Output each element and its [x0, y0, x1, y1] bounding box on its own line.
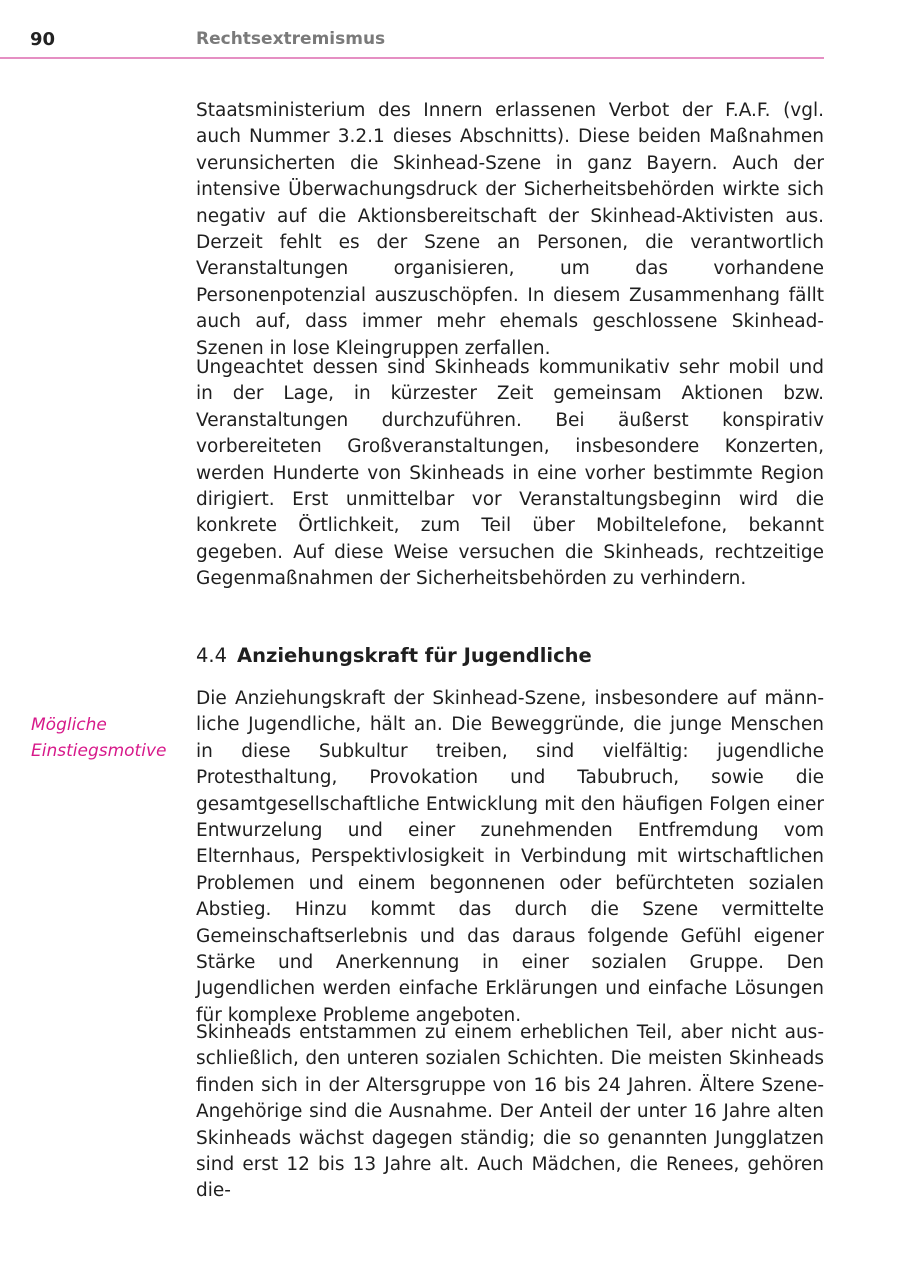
marginal-note: [31, 712, 181, 765]
running-title: Rechtsextremismus: [196, 29, 386, 49]
section-title: Anziehungskraft für Jugendliche: [237, 644, 592, 667]
body-paragraph: Skinheads entstammen zu einem erheblichen Teil, aber nicht ausschließlich, den unteren sozialen Schichten. Die meisten Skinheads finden sich in der Altersgruppe von 16 bis 24 Jahren. Ältere Szene-Angehörige sind die Ausnahme. Der Anteil der unter 16 Jahre alten Skinheads wächst dagegen ständig; die so genannten Jungglatzen sind erst 12 bis 13 Jahre alt. Auch Mädchen, die Renees, gehören die-: [196, 1022, 824, 1202]
section-number: 4.4: [196, 644, 228, 667]
page-number: 90: [30, 29, 56, 50]
section-heading: [196, 644, 592, 667]
marginal-note-line: Einstiegsmotive: [31, 741, 167, 762]
marginal-note-line: Mögliche: [31, 715, 107, 735]
body-paragraph: Staatsministerium des Innern erlassenen Verbot der F.A.F. (vgl. auch Nummer 3.2.1 dieses Abschnitts). Diese beiden Maßnahmen verunsicherten die Skinhead-Szene in ganz Bayern. Auch der intensive Überwachungsdruck der Sicherheitsbehörden wirkte sich negativ auf die Aktionsbereitschaft der Skinhead-Aktivisten aus. Derzeit fehlt es der Szene an Personen, die verantwortlich Veranstaltungen organisieren, um das vorhandene Personenpotenzial auszuschöpfen. In diesem Zusammenhang fällt auch auf, dass immer mehr ehemals geschlossene Skinhead-Szenen in lose Kleingruppen zerfallen.: [196, 100, 824, 359]
header-divider: [0, 57, 824, 59]
body-paragraph: Ungeachtet dessen sind Skinheads kommunikativ sehr mobil und in der Lage, in kürzester Zeit gemeinsam Aktionen bzw. Veranstaltungen durchzuführen. Bei äußerst konspirativ vorbereiteten Großveranstaltungen, insbesondere Konzerten, werden Hunderte von Skinheads in eine vorher bestimmte Region dirigiert. Erst unmittelbar vor Veranstaltungsbeginn wird die konkrete Örtlichkeit, zum Teil über Mobiltelefone, bekannt gegeben. Auf diese Weise versuchen die Skinheads, rechtzeitige Gegenmaßnahmen der Sicherheitsbehörden zu verhindern.: [196, 357, 824, 590]
body-paragraph: Die Anziehungskraft der Skinhead-Szene, insbesondere auf männliche Jugendliche, hält an. Die Beweggründe, die junge Menschen in diese Subkultur treiben, sind vielfältig: jugendliche Protesthaltung, Provokation und Tabubruch, sowie die gesamtgesellschaftliche Entwicklung mit den häufigen Folgen einer Entwurzelung und einer zunehmenden Entfremdung vom Elternhaus, Perspektivlosigkeit in Verbindung mit wirtschaftlichen Problemen und einem begonnenen oder befürchteten sozialen Abstieg. Hinzu kommt das durch die Szene vermittelte Gemeinschaftserlebnis und das daraus folgende Gefühl eigener Stärke und Anerkennung in einer sozialen Gruppe. Den Jugendlichen werden einfache Erklärungen und einfache Lösungen für komplexe Probleme angeboten.: [196, 688, 824, 1026]
